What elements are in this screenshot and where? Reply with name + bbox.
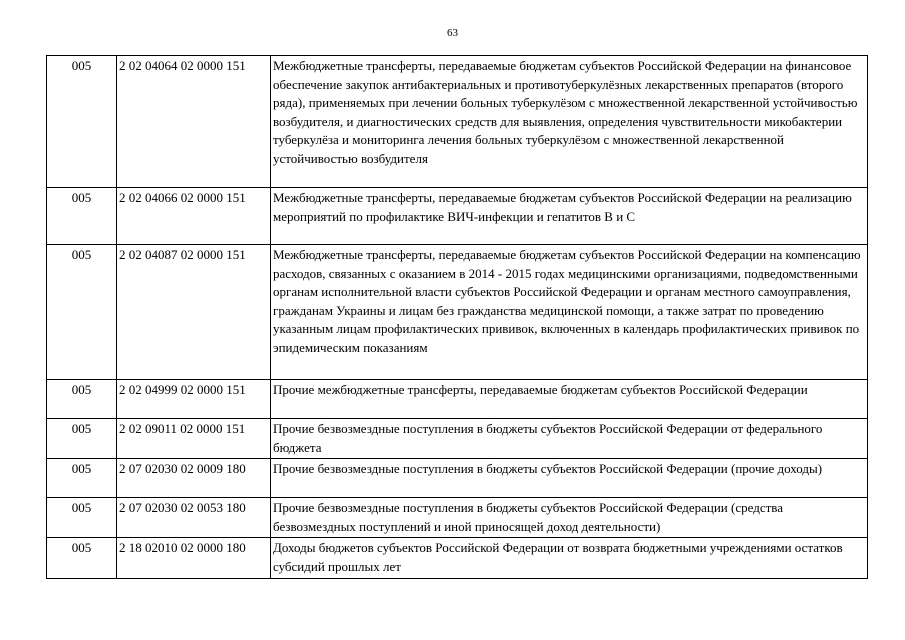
admin-code-cell: 005 <box>47 380 117 419</box>
table-row <box>47 380 868 419</box>
revenue-name-cell: Прочие безвозмездные поступления в бюджеты субъектов Российской Федерации (средства безвозмездных поступлений и иной приносящей доход деятельности) <box>271 498 868 538</box>
revenue-name-cell: Межбюджетные трансферты, передаваемые бюджетам субъектов Российской Федерации на реализацию мероприятий по профилактике ВИЧ-инфекции и гепатитов В и С <box>271 188 868 245</box>
revenue-name-cell: Межбюджетные трансферты, передаваемые бюджетам субъектов Российской Федерации на компенсацию расходов, связанных с оказанием в 2014 - 2015 годах медицинскими организациями, подведомственными органам исполнительной власти субъектов Российской Федерации и органам местного самоуправления, гражданам Украины и лицам без гражданства медицинской помощи, а также затрат по проведению указанным лицам профилактических прививок, включенных в календарь профилактических прививок по эпидемическим показаниям <box>271 245 868 380</box>
table-row <box>47 419 868 459</box>
admin-code-cell: 005 <box>47 459 117 498</box>
budget-code-cell: 2 02 04999 02 0000 151 <box>117 380 271 419</box>
budget-code-cell: 2 18 02010 02 0000 180 <box>117 538 271 578</box>
budget-code-cell: 2 02 04064 02 0000 151 <box>117 56 271 188</box>
admin-code-cell: 005 <box>47 56 117 188</box>
table-row <box>47 538 868 578</box>
admin-code-cell: 005 <box>47 538 117 578</box>
budget-code-cell: 2 07 02030 02 0009 180 <box>117 459 271 498</box>
revenue-name-cell: Прочие безвозмездные поступления в бюджеты субъектов Российской Федерации (прочие доходы) <box>271 459 868 498</box>
admin-code-cell: 005 <box>47 419 117 459</box>
revenue-name-cell: Прочие межбюджетные трансферты, передаваемые бюджетам субъектов Российской Федерации <box>271 380 868 419</box>
budget-code-cell: 2 02 09011 02 0000 151 <box>117 419 271 459</box>
admin-code-cell: 005 <box>47 245 117 380</box>
revenue-name-cell: Доходы бюджетов субъектов Российской Федерации от возврата бюджетными учреждениями остатков субсидий прошлых лет <box>271 538 868 578</box>
admin-code-cell: 005 <box>47 188 117 245</box>
table-row <box>47 245 868 380</box>
revenue-name-cell: Прочие безвозмездные поступления в бюджеты субъектов Российской Федерации от федерального бюджета <box>271 419 868 459</box>
budget-code-cell: 2 07 02030 02 0053 180 <box>117 498 271 538</box>
revenue-name-cell: Межбюджетные трансферты, передаваемые бюджетам субъектов Российской Федерации на финансовое обеспечение закупок антибактериальных и противотуберкулёзных лекарственных препаратов (второго ряда), применяемых при лечении больных туберкулёзом с множественной лекарственной устойчивостью возбудителя, и диагностических средств для выявления, определения чувствительности микобактерии туберкулёза и мониторинга лечения больных туберкулёзом с множественной лекарственной устойчивостью возбудителя <box>271 56 868 188</box>
table-row <box>47 188 868 245</box>
table-row <box>47 498 868 538</box>
admin-code-cell: 005 <box>47 498 117 538</box>
budget-code-cell: 2 02 04066 02 0000 151 <box>117 188 271 245</box>
table-row <box>47 459 868 498</box>
page-number: 63 <box>447 27 458 39</box>
table-row <box>47 56 868 188</box>
budget-code-cell: 2 02 04087 02 0000 151 <box>117 245 271 380</box>
budget-revenue-table <box>46 55 868 579</box>
